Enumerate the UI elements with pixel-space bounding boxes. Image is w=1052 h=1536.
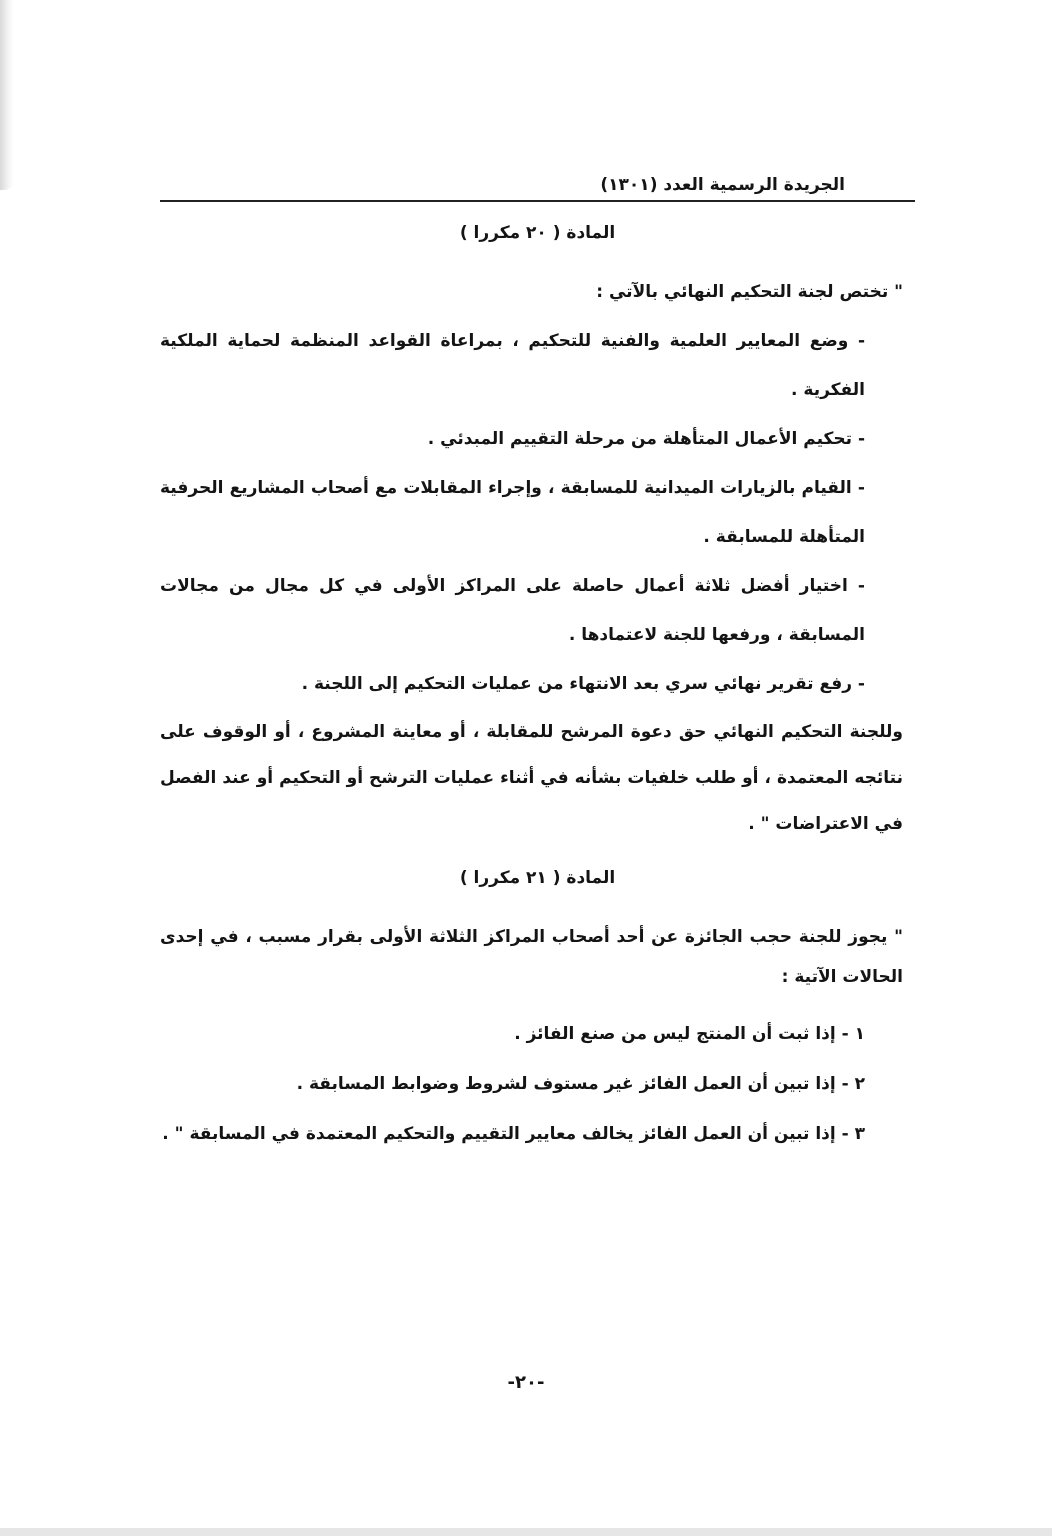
article-21-item: ٢ - إذا تبين أن العمل الفائز غير مستوف لشروط وضوابط المسابقة . bbox=[296, 1074, 865, 1094]
article-20-intro: " تختص لجنة التحكيم النهائي بالآتي : bbox=[596, 282, 903, 302]
article-21-item: ٣ - إذا تبين أن العمل الفائز يخالف معايير التقييم والتحكيم المعتمدة في المسابقة " . bbox=[162, 1124, 865, 1144]
article-20-item: - تحكيم الأعمال المتأهلة من مرحلة التقييم المبدئي . bbox=[427, 429, 865, 449]
article-20-item: - اختيار أفضل ثلاثة أعمال حاصلة على المراكز الأولى في كل مجال من مجالات المسابقة ، ورفعها للجنة لاعتمادها . bbox=[160, 576, 865, 645]
running-header: الجريدة الرسمية العدد (١٣٠١) bbox=[160, 170, 915, 202]
article-21-item: ١ - إذا ثبت أن المنتج ليس من صنع الفائز . bbox=[514, 1024, 865, 1044]
article-20-item: - رفع تقرير نهائي سري بعد الانتهاء من عمليات التحكيم إلى اللجنة . bbox=[301, 674, 865, 694]
article-21-title: المادة ( ٢١ مكررا ) bbox=[459, 868, 616, 888]
scan-bottom-strip bbox=[0, 1528, 1052, 1536]
scan-edge-shadow bbox=[0, 0, 14, 190]
gazette-page bbox=[160, 170, 915, 1159]
page-number: -٢٠- bbox=[507, 1372, 545, 1393]
article-20-item: - القيام بالزيارات الميدانية للمسابقة ، وإجراء المقابلات مع أصحاب المشاريع الحرفية المتأهلة للمسابقة . bbox=[160, 478, 865, 547]
article-20-closing: وللجنة التحكيم النهائي حق دعوة المرشح للمقابلة ، أو معاينة المشروع ، أو الوقوف على نتائجه المعتمدة ، أو طلب خلفيات بشأنه في أثناء عمليات الترشح أو التحكيم أو عند الفصل في الاعتراضات " . bbox=[160, 722, 903, 834]
article-20-title: المادة ( ٢٠ مكررا ) bbox=[459, 223, 616, 243]
article-21-intro: " يجوز للجنة حجب الجائزة عن أحد أصحاب المراكز الثلاثة الأولى بقرار مسبب ، في إحدى الحالات الآتية : bbox=[160, 927, 903, 987]
article-20-item: - وضع المعايير العلمية والفنية للتحكيم ، بمراعاة القواعد المنظمة لحماية الملكية الفكرية . bbox=[160, 331, 865, 400]
